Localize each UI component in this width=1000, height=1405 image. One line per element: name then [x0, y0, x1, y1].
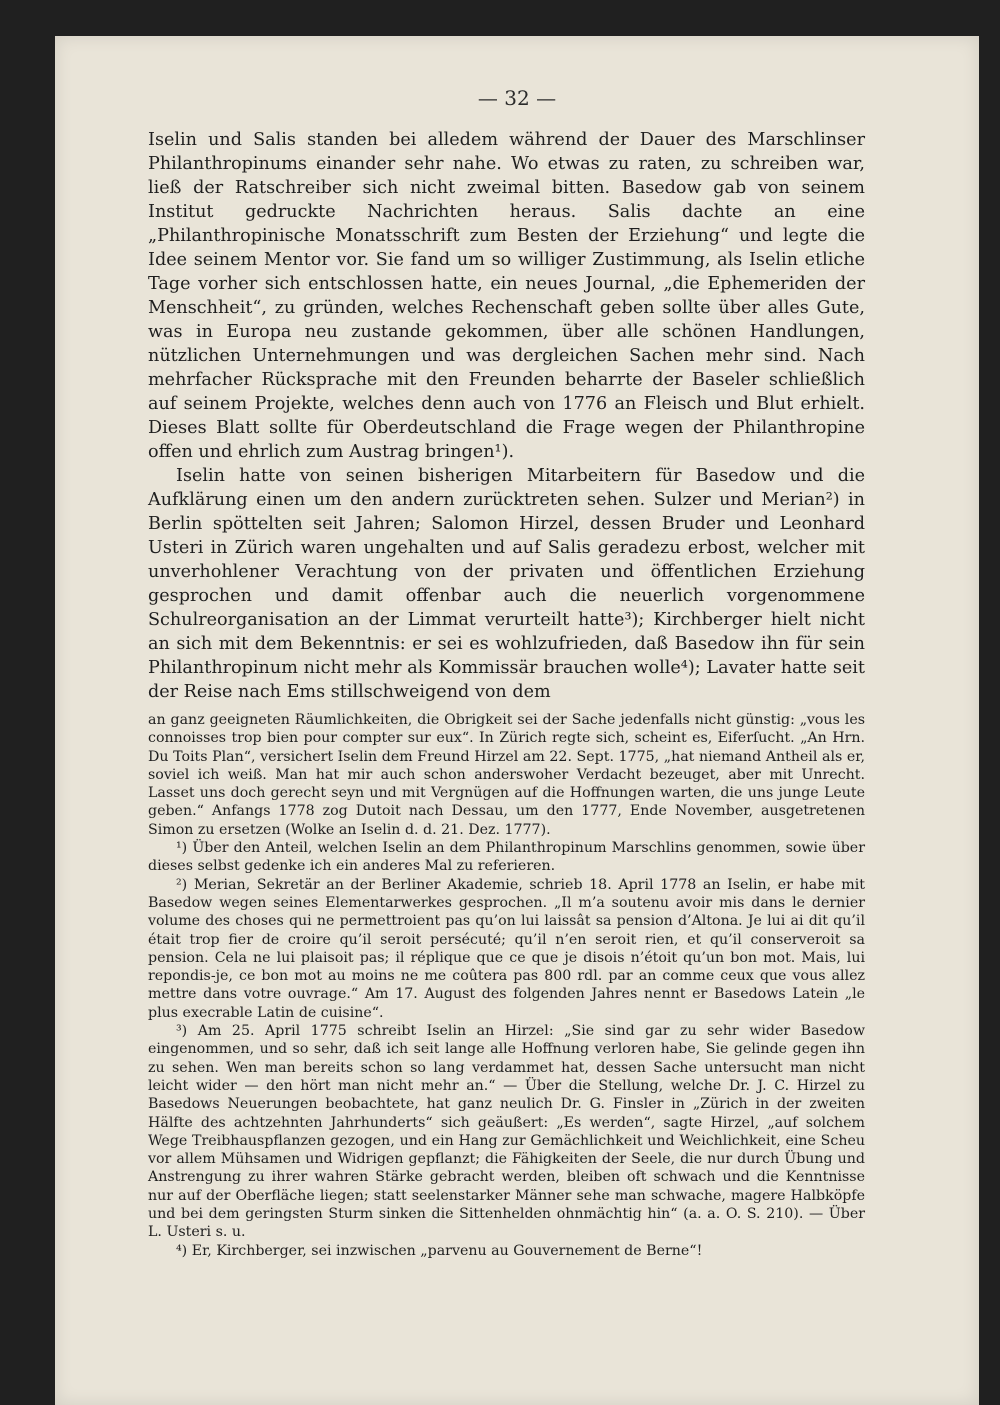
paragraph-2: Iselin hatte von seinen bisherigen Mitarbeitern für Basedow und die Aufklärung einen um den andern zurücktreten sehen. Sulzer und Merian²) in Berlin spöttelten seit Jahren; Salomon Hirzel, dessen Bruder und Leonhard Usteri in Zürich waren ungehalten und auf Salis geradezu erbost, welcher mit unverhohlener Verachtung von der privaten und öffentlichen Erziehung gesprochen und damit offenbar auch die neuerlich vorgenommene Schulreorganisation an der Limmat verurteilt hatte³); Kirchberger hielt nicht an sich mit dem Bekenntnis: er sei es wohlzufrieden, daß Basedow ihn für sein Philanthropinum nicht mehr als Kommissär brauchen wolle⁴); Lavater hatte seit der Reise nach Ems stillschweigend von dem: [148, 466, 865, 702]
footnote-3: ³) Am 25. April 1775 schreibt Iselin an Hirzel: „Sie sind gar zu sehr wider Basedow eingenommen, und so sehr, daß ich seit lange alle Hoffnung verloren habe, Sie gelinde gegen ihn zu sehen. Wen man bereits schon so lang verdammet hat, dessen Sache untersucht man nicht leicht wider — den hört man nicht mehr an.“ — Über die Stellung, welche Dr. J. C. Hirzel zu Basedows Neuerungen beobachtete, hat ganz neulich Dr. G. Finsler in „Zürich in der zweiten Hälfte des achtzehnten Jahrhunderts“ sich geäußert: „Es werden“, sagte Hirzel, „auf solchem Wege Treibhauspflanzen gezogen, und ein Hang zur Gemächlichkeit und Weichlichkeit, eine Scheu vor allem Mühsamen und Widrigen gepflanzt; die Fähigkeiten der Seele, die nur durch Übung und Anstrengung zu ihrer wahren Stärke gebracht werden, bleiben oft schwach und die Kenntnisse nur auf der Oberfläche liegen; statt seelenstarker Männer sehe man schwache, magere Halbköpfe und bei dem geringsten Sturm sinken die Sittenhelden ohnmächtig hin“ (a. a. O. S. 210). — Über L. Usteri s. u.: [148, 1023, 865, 1241]
page-number: — 32 —: [477, 86, 557, 110]
main-text: [148, 128, 865, 704]
book-page: [55, 36, 979, 1405]
footnote-4: ⁴) Er, Kirchberger, sei inzwischen „parvenu au Gouvernement de Berne“!: [176, 1242, 703, 1259]
footnote-1: ¹) Über den Anteil, welchen Iselin an dem Philanthropinum Marschlins genommen, sowie über dieses selbst gedenke ich ein anderes Mal zu referieren.: [148, 840, 865, 875]
footnotes: [148, 711, 865, 1260]
footnote-2: ²) Merian, Sekretär an der Berliner Akademie, schrieb 18. April 1778 an Iselin, er habe mit Basedow wegen seines Elementarwerkes gesprochen. „Il m’a soutenu avoir mis dans le dernier volume des choses qui ne permettroient pas qu’on lui laissât sa pension d’Altona. Je lui ai dit qu’il était trop fier de croire qu’il seroit persécuté; qu’il n’en seroit rien, et qu’il conserveroit sa pension. Cela ne lui plaisoit pas; il réplique que ce que je disois n’étoit qu’un bon mot. Mais, lui repondis-je, ce bon mot au moins ne me coûtera pas 800 rdl. par an comme ceux que vous allez mettre dans votre ouvrage.“ Am 17. August des folgenden Jahres nennt er Basedows Latein „le plus execrable Latin de cuisine“.: [148, 876, 865, 1021]
footnote-continuation: an ganz geeigneten Räumlichkeiten, die Obrigkeit sei der Sache jedenfalls nicht günstig: „vous les connoisses trop bien pour compter sur eux“. In Zürich regte sich, scheint es, Eiferſucht. „An Hrn. Du Toits Plan“, versichert Iselin dem Freund Hirzel am 22. Sept. 1775, „hat niemand Antheil als er, soviel ich weiß. Man hat mir auch schon anderswoher Verdacht bezeuget, aber mit Unrecht. Lasset uns doch gerecht seyn und mit Vergnügen auf die Hoffnungen warten, die uns junge Leute geben.“ Anfangs 1778 zog Dutoit nach Dessau, um den 1777, Ende November, ausgetretenen Simon zu ersetzen (Wolke an Iselin d. d. 21. Dez. 1777).: [148, 712, 865, 838]
paragraph-1: Iselin und Salis standen bei alledem während der Dauer des Marschlinser Philanthropinums einander sehr nahe. Wo etwas zu raten, zu schreiben war, ließ der Ratschreiber sich nicht zweimal bitten. Basedow gab von seinem Institut gedruckte Nachrichten heraus. Salis dachte an eine „Philanthropinische Monatsschrift zum Besten der Erziehung“ und legte die Idee seinem Mentor vor. Sie fand um so williger Zustimmung, als Iselin etliche Tage vorher sich entschlossen hatte, ein neues Journal, „die Ephemeriden der Menschheit“, zu gründen, welches Rechenschaft geben sollte über alles Gute, was in Europa neu zustande gekommen, über alle schönen Handlungen, nützlichen Unternehmungen und was dergleichen Sachen mehr sind. Nach mehrfacher Rücksprache mit den Freunden beharrte der Baseler schließlich auf seinem Projekte, welches denn auch von 1776 an Fleisch und Blut erhielt. Dieses Blatt sollte für Oberdeutschland die Frage wegen der Philanthropine offen und ehrlich zum Austrag bringen¹).: [148, 130, 865, 462]
